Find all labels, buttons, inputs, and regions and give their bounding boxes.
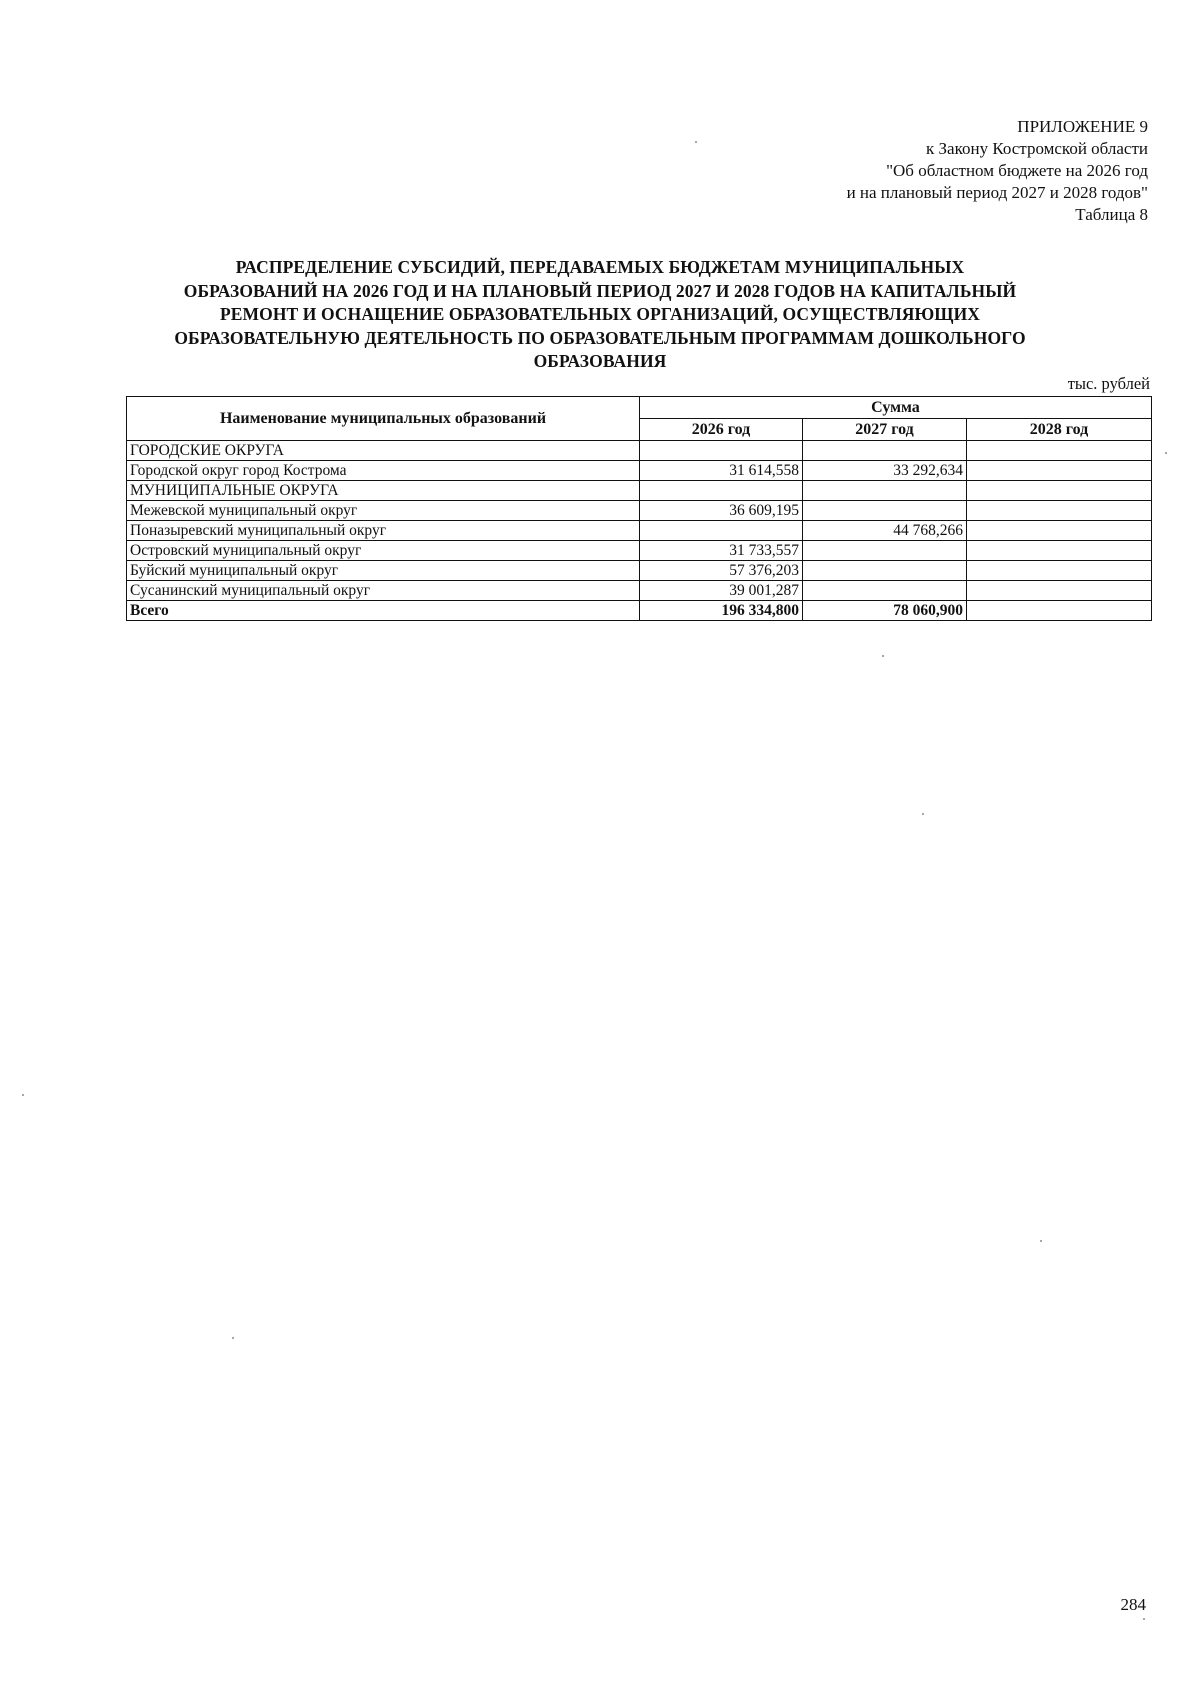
value-2027 — [803, 581, 967, 601]
value-2026: 31 733,557 — [640, 541, 803, 561]
scan-speck — [882, 655, 884, 657]
year-2028-header: 2028 год — [967, 419, 1152, 441]
value-2028 — [967, 441, 1152, 461]
value-2028 — [967, 541, 1152, 561]
value-2026: 36 609,195 — [640, 501, 803, 521]
total-2028 — [967, 601, 1152, 621]
value-2028 — [967, 461, 1152, 481]
value-2028 — [967, 561, 1152, 581]
scan-speck — [1143, 1618, 1145, 1620]
scan-speck — [922, 813, 924, 815]
appendix-header — [847, 116, 1148, 226]
value-2027 — [803, 501, 967, 521]
value-2027: 33 292,634 — [803, 461, 967, 481]
value-2028 — [967, 481, 1152, 501]
appendix-line: к Закону Костромской области — [926, 139, 1148, 158]
value-2026 — [640, 481, 803, 501]
subsidy-table — [126, 396, 1152, 621]
title-line: РАСПРЕДЕЛЕНИЕ СУБСИДИЙ, ПЕРЕДАВАЕМЫХ БЮДЖЕТАМ МУНИЦИПАЛЬНЫХ — [235, 257, 965, 277]
table-row — [127, 501, 1152, 521]
row-name: ГОРОДСКИЕ ОКРУГА — [127, 441, 640, 461]
table-header-row — [127, 397, 1152, 419]
row-name: Островский муниципальный округ — [127, 541, 640, 561]
scan-speck — [22, 1094, 24, 1096]
value-2026 — [640, 441, 803, 461]
value-2028 — [967, 521, 1152, 541]
row-name: Городской округ город Кострома — [127, 461, 640, 481]
row-name: МУНИЦИПАЛЬНЫЕ ОКРУГА — [127, 481, 640, 501]
appendix-line: и на плановый период 2027 и 2028 годов" — [846, 183, 1148, 202]
page-number: 284 — [1120, 1595, 1146, 1614]
name-column-header: Наименование муниципальных образований — [127, 397, 640, 441]
row-name: Межевской муниципальный округ — [127, 501, 640, 521]
table-row — [127, 581, 1152, 601]
row-name: Сусанинский муниципальный округ — [127, 581, 640, 601]
value-2026: 57 376,203 — [640, 561, 803, 581]
sum-column-header: Сумма — [640, 397, 1152, 419]
year-2026-header: 2026 год — [640, 419, 803, 441]
value-2026: 39 001,287 — [640, 581, 803, 601]
scan-speck — [695, 141, 697, 143]
table-row — [127, 541, 1152, 561]
value-2026 — [640, 521, 803, 541]
total-2027: 78 060,900 — [803, 601, 967, 621]
value-2027 — [803, 561, 967, 581]
table-row — [127, 561, 1152, 581]
appendix-line: "Об областном бюджете на 2026 год — [886, 161, 1148, 180]
title-line: ОБРАЗОВАТЕЛЬНУЮ ДЕЯТЕЛЬНОСТЬ ПО ОБРАЗОВАТЕЛЬНЫМ ПРОГРАММАМ ДОШКОЛЬНОГО — [174, 327, 1026, 348]
units-label: тыс. рублей — [1067, 374, 1150, 393]
value-2028 — [967, 501, 1152, 521]
scan-speck — [232, 1337, 234, 1339]
table-row — [127, 441, 1152, 461]
table-row — [127, 461, 1152, 481]
value-2026: 31 614,558 — [640, 461, 803, 481]
appendix-line: ПРИЛОЖЕНИЕ 9 — [1017, 117, 1148, 136]
total-row — [127, 601, 1152, 621]
value-2027 — [803, 441, 967, 461]
scan-speck — [1040, 1240, 1042, 1242]
scan-speck — [1165, 452, 1167, 454]
document-title — [130, 256, 1070, 374]
title-line: ОБРАЗОВАНИЯ — [533, 351, 667, 372]
table-row — [127, 481, 1152, 501]
title-line: ОБРАЗОВАНИЙ НА 2026 ГОД И НА ПЛАНОВЫЙ ПЕРИОД 2027 И 2028 ГОДОВ НА КАПИТАЛЬНЫЙ — [183, 280, 1017, 301]
table-number: Таблица 8 — [1075, 205, 1148, 224]
value-2027: 44 768,266 — [803, 521, 967, 541]
table-row — [127, 521, 1152, 541]
title-line: РЕМОНТ И ОСНАЩЕНИЕ ОБРАЗОВАТЕЛЬНЫХ ОРГАНИЗАЦИЙ, ОСУЩЕСТВЛЯЮЩИХ — [219, 304, 981, 325]
total-label: Всего — [127, 601, 640, 621]
value-2027 — [803, 481, 967, 501]
total-2026: 196 334,800 — [640, 601, 803, 621]
year-2027-header: 2027 год — [803, 419, 967, 441]
row-name: Поназыревский муниципальный округ — [127, 521, 640, 541]
value-2027 — [803, 541, 967, 561]
row-name: Буйский муниципальный округ — [127, 561, 640, 581]
value-2028 — [967, 581, 1152, 601]
